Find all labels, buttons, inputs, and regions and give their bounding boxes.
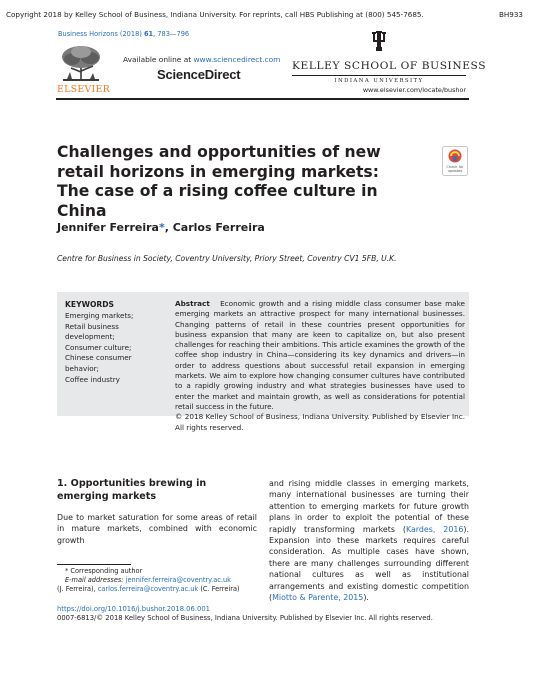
keyword-item: Chinese consumer: [65, 353, 132, 363]
abstract-label: Abstract: [175, 299, 210, 308]
author-name: Carlos Ferreira: [172, 221, 265, 234]
sciencedirect-logo: ScienceDirect: [157, 67, 241, 82]
svg-text:Check for: Check for: [446, 165, 464, 169]
email-owner: (C. Ferreira): [198, 585, 240, 593]
abstract-text: [175, 299, 465, 433]
elsevier-wordmark: ELSEVIER: [57, 84, 110, 95]
keyword-item: Retail business: [65, 321, 119, 331]
journal-name: Business Horizons (2018): [58, 30, 144, 38]
email-link[interactable]: jennifer.ferreira@coventry.ac.uk: [125, 576, 231, 584]
footnote: [57, 567, 240, 594]
doi-link[interactable]: https://doi.org/10.1016/j.bushor.2018.06.001: [57, 605, 210, 613]
iu-trident-icon: [370, 30, 388, 52]
email-owner: (J. Ferreira),: [57, 585, 98, 593]
body-text-segment: and rising middle classes in emerging markets, many international businesses are turning their attention to emerging markets for future growth plans in order to exploit the potential of these rapidly transforming markets (: [269, 479, 469, 534]
author-name: Jennifer Ferreira: [57, 221, 159, 234]
keywords-heading: KEYWORDS: [65, 300, 115, 309]
journal-volume: 61: [143, 30, 154, 38]
footnote-divider: [57, 564, 131, 565]
author-separator: ,: [164, 221, 173, 234]
keywords-list: [65, 311, 133, 385]
keyword-item: Consumer culture;: [65, 342, 132, 352]
body-text-segment: ). Expansion into these markets requires careful consideration. As multiple cases have shown, there are many challenges surrounding different national cultures as well as institutional arrangements and existing domestic competition (: [269, 524, 469, 603]
keyword-item: behavior;: [65, 363, 99, 373]
journal-website-link[interactable]: www.elsevier.com/locate/bushor: [362, 86, 466, 94]
available-label: Available online at: [123, 55, 194, 64]
email-line: [57, 576, 240, 585]
header-divider: [56, 98, 469, 100]
citation-link[interactable]: Miotto & Parente, 2015: [272, 593, 364, 603]
reprint-code: BH933: [498, 10, 523, 19]
email-line: [57, 585, 240, 594]
keyword-item: Emerging markets;: [65, 311, 134, 320]
citation-link[interactable]: Kardes, 2016: [405, 524, 464, 534]
kelley-school-name: KELLEY SCHOOL OF BUSINESS: [292, 60, 487, 72]
author-affiliation: Centre for Business in Society, Coventry University, Priory Street, Coventry CV1 5FB, U.K.: [57, 254, 397, 263]
abstract-body: Economic growth and a rising middle class consumer base make emerging markets an attractive prospect for many international businesses. Changing patterns of retail in these countries present opportunities for business expansion that many are keen to capitalize on, but also present challenges for reaching their ambitions. This article examines the growth of the coffee shop industry in China—considering its key dynamics and drivers—in order to address questions about successful retail expansion in emerging markets. We aim to explore how changing consumer cultures have contributed to a rapidly growing industry and what strategies businesses have used to enter the market and maintain growth, as well as considerations for potential retail success in the future.: [175, 299, 465, 411]
author-list: [57, 221, 265, 234]
keyword-item: development;: [65, 332, 115, 342]
keyword-item: Coffee industry: [65, 374, 120, 384]
article-title: Challenges and opportunities of new retail horizons in emerging markets: The case of a rising coffee culture in China: [57, 143, 381, 220]
issn-copyright: 0007-6813/© 2018 Kelley School of Business, Indiana University. Published by Elsevier Inc. All rights reserved.: [57, 614, 433, 622]
body-text-left-column: Due to market saturation for some areas of retail in mature markets, combined with economic growth: [57, 513, 257, 545]
email-label: E-mail addresses:: [65, 576, 126, 584]
journal-pages: , 783—796: [153, 30, 190, 38]
kelley-divider: [292, 75, 466, 76]
abstract-panel: [151, 292, 469, 432]
email-link[interactable]: carlos.ferreira@coventry.ac.uk: [97, 585, 199, 593]
section-heading: 1. Opportunities brewing in emerging markets: [57, 478, 207, 502]
elsevier-tree-logo: [57, 44, 105, 84]
svg-text:updates: updates: [447, 169, 463, 173]
body-text-segment: ).: [363, 593, 369, 603]
abstract-copyright: © 2018 Kelley School of Business, Indiana University. Published by Elsevier Inc. All rights reserved.: [175, 412, 465, 432]
available-online: [123, 55, 280, 64]
corresponding-author-marker[interactable]: *: [158, 221, 165, 234]
keywords-panel: [57, 292, 151, 416]
journal-reference[interactable]: [58, 30, 189, 38]
body-text-right-column: [269, 478, 469, 603]
copyright-notice: Copyright 2018 by Kelley School of Business, Indiana University. For reprints, call HBS Publishing at (800) 545-7685.: [6, 10, 424, 19]
indiana-university-label: INDIANA UNIVERSITY: [334, 78, 424, 84]
sciencedirect-link[interactable]: www.sciencedirect.com: [193, 55, 281, 64]
check-for-updates-icon[interactable]: [442, 146, 468, 176]
corresponding-author-note: * Corresponding author: [65, 567, 143, 575]
